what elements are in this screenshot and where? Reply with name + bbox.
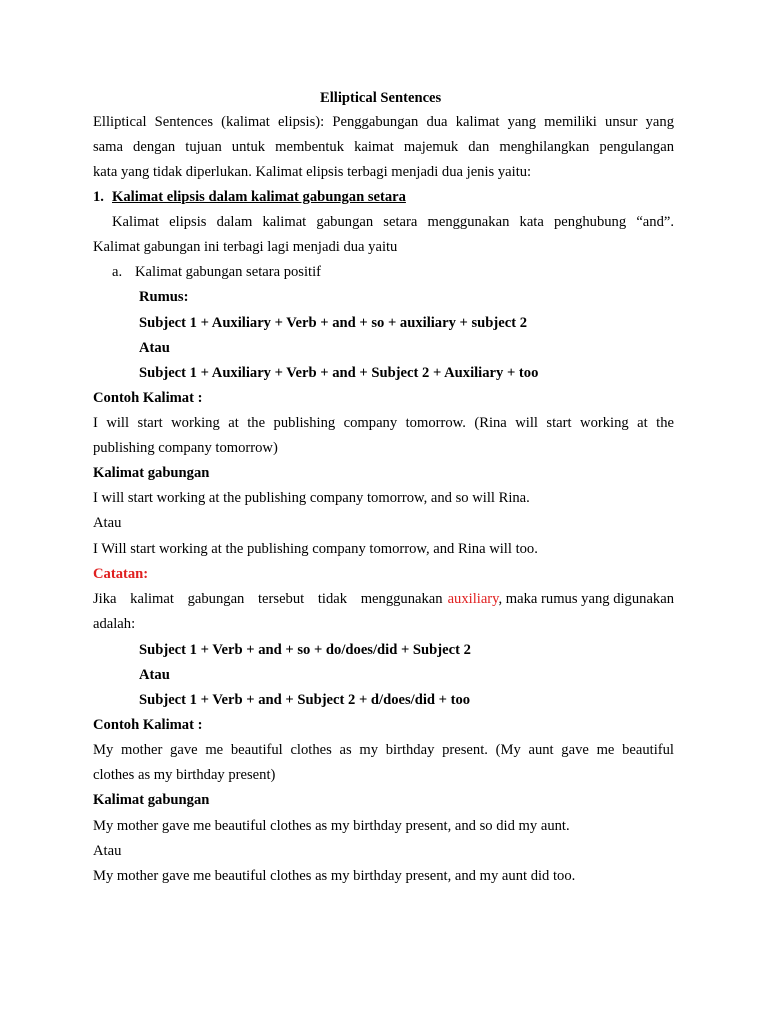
formula: Subject 1 + Auxiliary + Verb + and + Subject 2 + Auxiliary + too [139, 365, 539, 381]
auxiliary-highlight: auxiliary [447, 591, 499, 607]
contoh-label: Contoh Kalimat : [93, 717, 203, 733]
combined-sentence: My mother gave me beautiful clothes as my birthday present, and so did my aunt. [93, 818, 570, 834]
catatan-label: Catatan: [93, 566, 149, 582]
formula: Subject 1 + Auxiliary + Verb + and + so + auxiliary + subject 2 [139, 315, 528, 331]
formula: Subject 1 + Verb + and + so + do/does/did + Subject 2 [139, 642, 471, 658]
gabungan-label: Kalimat gabungan [93, 792, 210, 808]
sub-item-letter: a. [112, 264, 123, 280]
contoh-label: Contoh Kalimat : [93, 390, 203, 406]
section-desc-line: Kalimat elipsis dalam kalimat gabungan setara menggunakan kata penghubung “and”. [112, 214, 674, 230]
rumus-label: Rumus: [139, 289, 189, 305]
atau-label: Atau [139, 340, 170, 356]
document-title: Elliptical Sentences [320, 90, 442, 106]
combined-sentence: My mother gave me beautiful clothes as my birthday present, and my aunt did too. [93, 868, 576, 884]
gabungan-label: Kalimat gabungan [93, 465, 210, 481]
catatan-text: Jika kalimat gabungan tersebut tidak menggunakan [93, 591, 443, 607]
example-line: clothes as my birthday present) [93, 767, 276, 783]
atau-text: Atau [93, 843, 122, 859]
example-line: publishing company tomorrow) [93, 440, 278, 456]
formula: Subject 1 + Verb + and + Subject 2 + d/does/did + too [139, 692, 471, 708]
catatan-text: , maka rumus yang digunakan [498, 591, 674, 607]
atau-label: Atau [139, 667, 170, 683]
intro-line: Elliptical Sentences (kalimat elipsis): Penggabungan dua kalimat yang memiliki unsur yang [93, 114, 674, 130]
catatan-tail [448, 592, 674, 607]
section-desc-line: Kalimat gabungan ini terbagi lagi menjadi dua yaitu [93, 239, 398, 255]
example-line: My mother gave me beautiful clothes as my birthday present. (My aunt gave me beautiful [93, 742, 674, 758]
catatan-line: adalah: [93, 616, 136, 632]
atau-text: Atau [93, 515, 122, 531]
intro-line: kata yang tidak diperlukan. Kalimat elipsis terbagi menjadi dua jenis yaitu: [93, 164, 532, 180]
sub-item-text: Kalimat gabungan setara positif [135, 264, 322, 280]
combined-sentence: I will start working at the publishing company tomorrow, and so will Rina. [93, 490, 530, 506]
section-number: 1. [93, 189, 104, 205]
catatan-line [93, 592, 674, 607]
example-line: I will start working at the publishing company tomorrow. (Rina will start working at the [93, 415, 674, 431]
section-heading: Kalimat elipsis dalam kalimat gabungan setara [112, 189, 406, 205]
combined-sentence: I Will start working at the publishing company tomorrow, and Rina will too. [93, 541, 538, 557]
intro-line: sama dengan tujuan untuk membentuk kaimat majemuk dan menghilangkan pengulangan [93, 139, 674, 155]
